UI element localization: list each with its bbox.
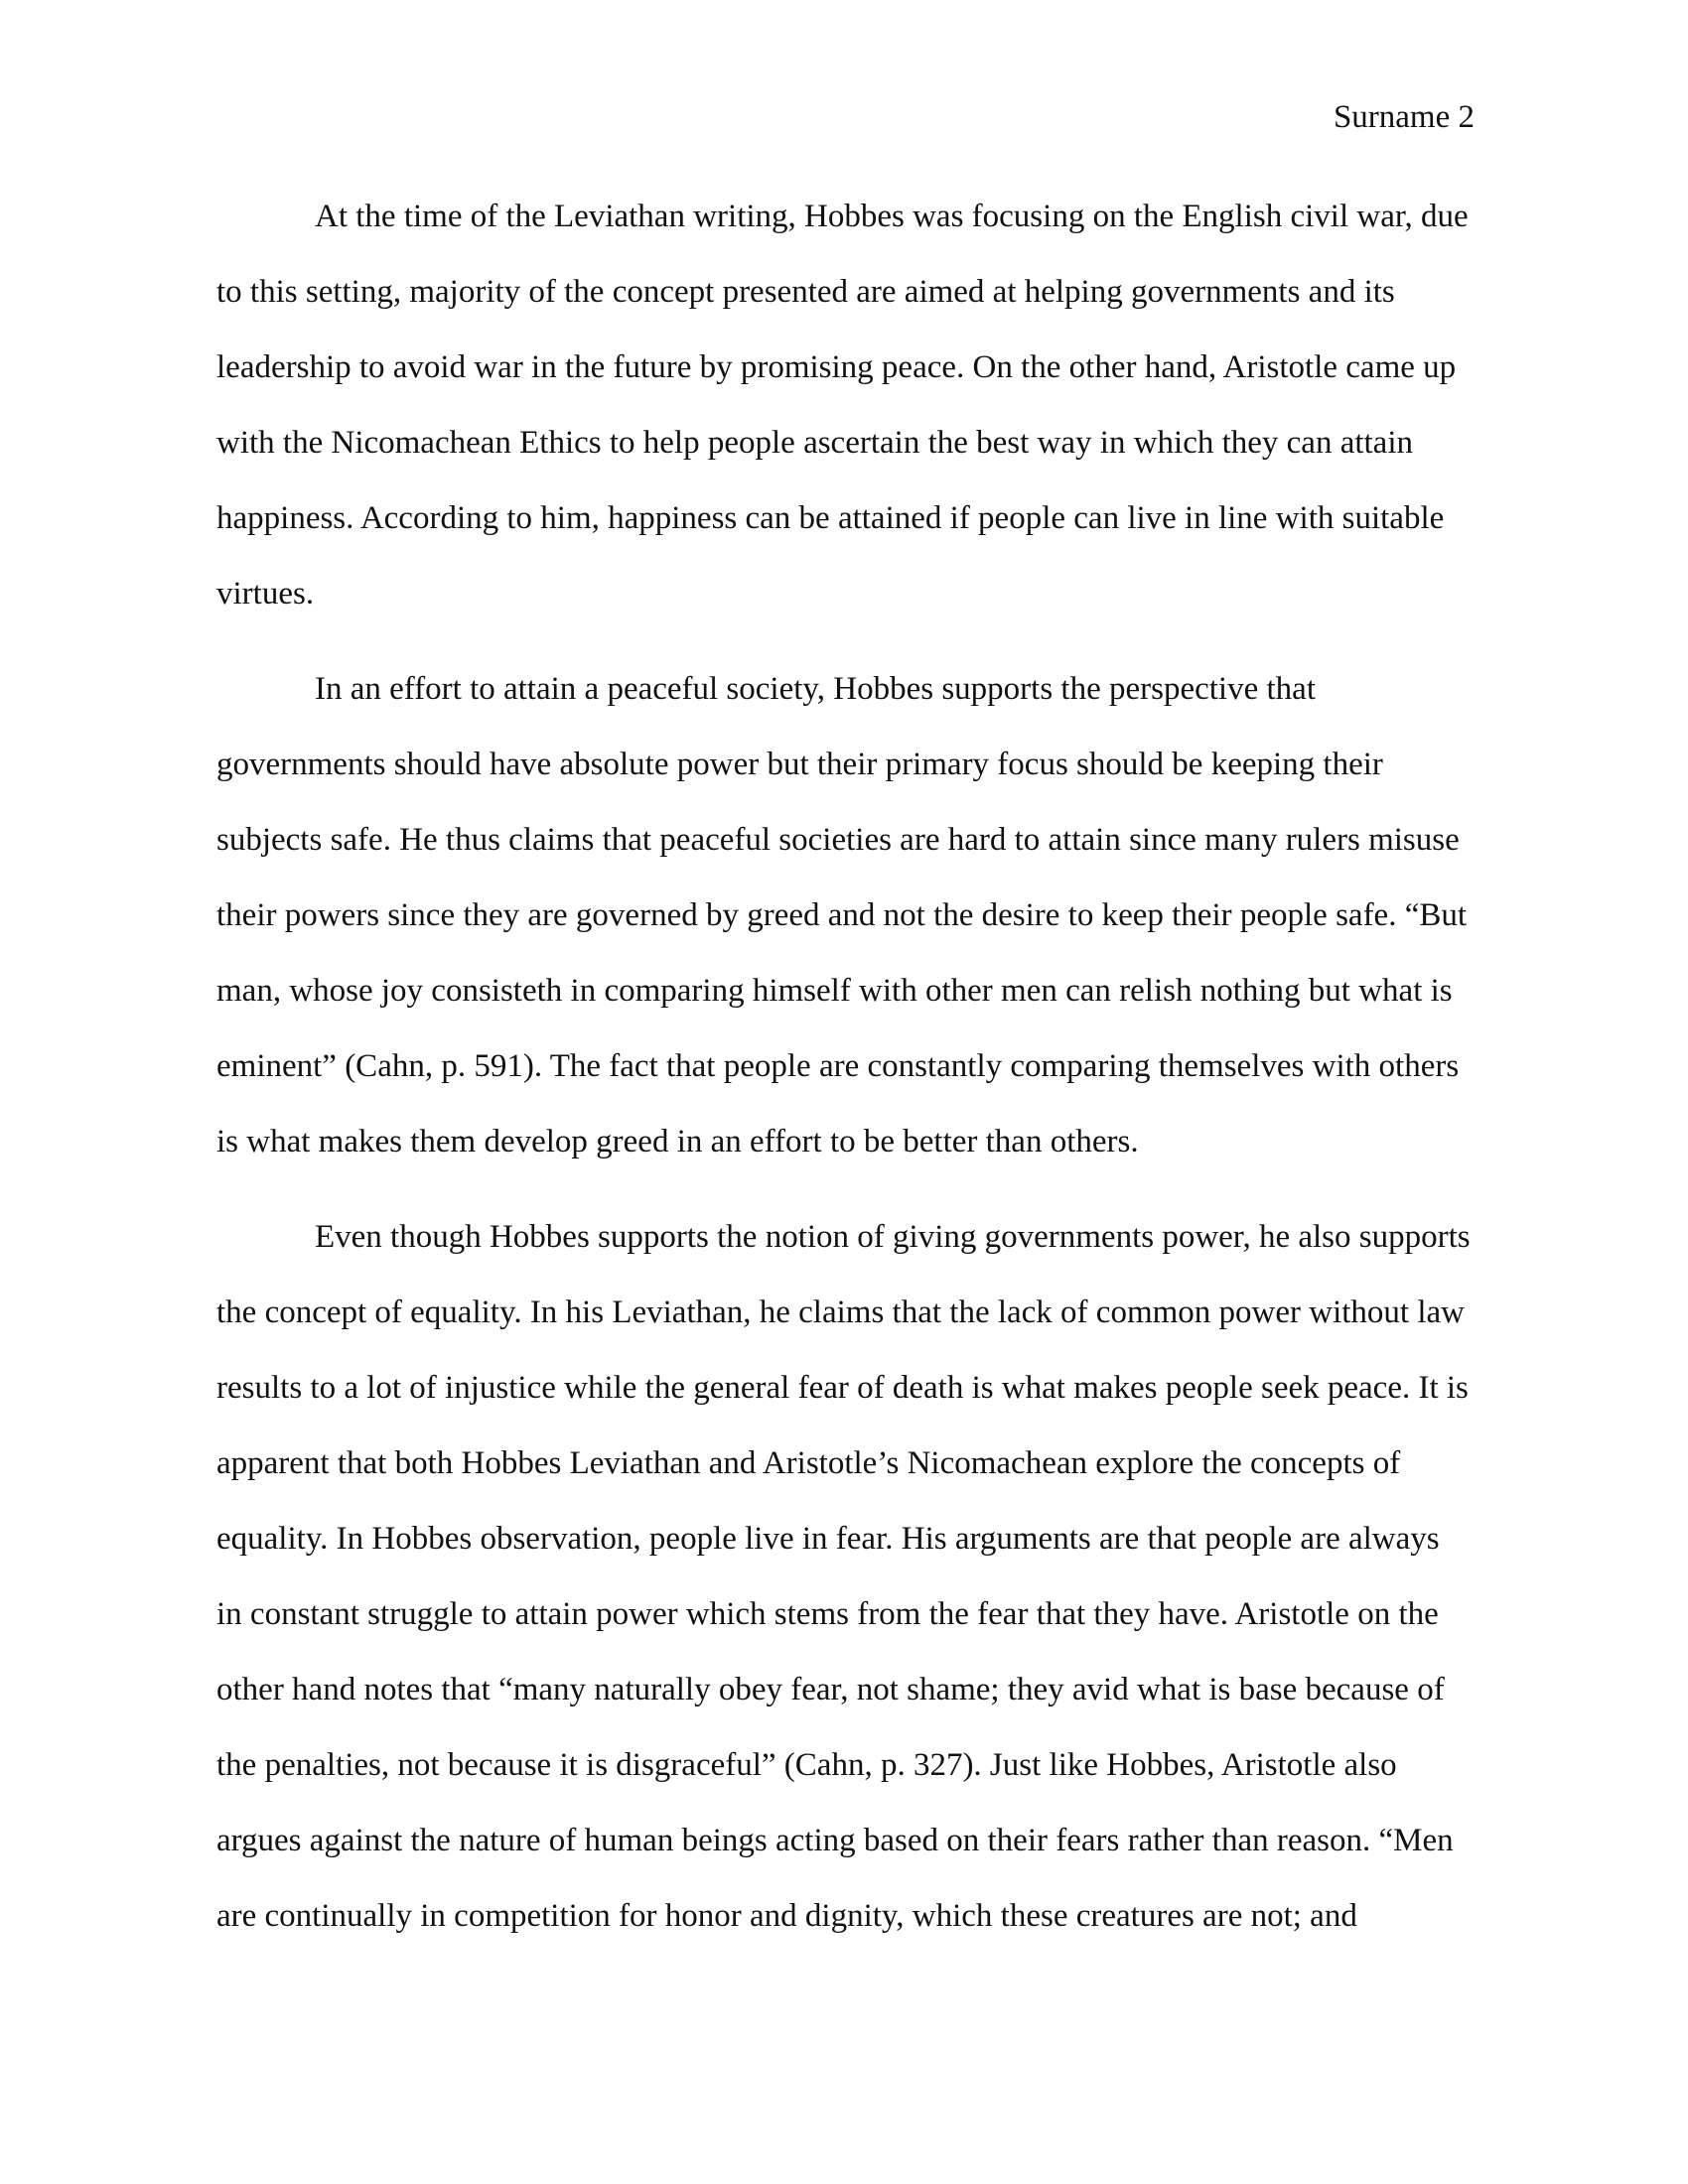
paragraph xyxy=(216,651,1477,1179)
text-line: results to a lot of injustice while the general fear of death is what makes people seek peace. It is xyxy=(216,1370,1469,1406)
text-line: leadership to avoid war in the future by promising peace. On the other hand, Aristotle came up xyxy=(216,349,1457,385)
text-line: In an effort to attain a peaceful society, Hobbes supports the perspective that xyxy=(315,671,1316,707)
text-line: the penalties, not because it is disgraceful” (Cahn, p. 327). Just like Hobbes, Aristotle also xyxy=(216,1747,1397,1783)
paragraph xyxy=(216,1199,1477,1954)
text-line: At the time of the Leviathan writing, Hobbes was focusing on the English civil war, due xyxy=(315,199,1469,234)
text-line: in constant struggle to attain power which stems from the fear that they have. Aristotle on the xyxy=(216,1596,1439,1632)
text-line: subjects safe. He thus claims that peaceful societies are hard to attain since many rulers misuse xyxy=(216,822,1460,858)
text-line: eminent” (Cahn, p. 591). The fact that people are constantly comparing themselves with others xyxy=(216,1048,1460,1084)
text-line: other hand notes that “many naturally obey fear, not shame; they avid what is base because of xyxy=(216,1672,1445,1707)
text-line: is what makes them develop greed in an effort to be better than others. xyxy=(216,1124,1139,1160)
paragraph xyxy=(216,179,1477,631)
text-line: the concept of equality. In his Leviathan, he claims that the lack of common power without law xyxy=(216,1295,1465,1330)
document-body xyxy=(216,179,1477,1974)
text-line: apparent that both Hobbes Leviathan and Aristotle’s Nicomachean explore the concepts of xyxy=(216,1445,1401,1481)
text-line: happiness. According to him, happiness can be attained if people can live in line with suitable xyxy=(216,500,1445,536)
text-line: man, whose joy consisteth in comparing himself with other men can relish nothing but what is xyxy=(216,973,1453,1009)
text-line: are continually in competition for honor and dignity, which these creatures are not; and xyxy=(216,1898,1357,1934)
text-line: to this setting, majority of the concept presented are aimed at helping governments and its xyxy=(216,274,1395,310)
text-line: with the Nicomachean Ethics to help people ascertain the best way in which they can attain xyxy=(216,425,1413,461)
text-line: virtues. xyxy=(216,576,315,612)
text-line: argues against the nature of human beings acting based on their fears rather than reason. “Men xyxy=(216,1823,1454,1858)
text-line: governments should have absolute power but their primary focus should be keeping their xyxy=(216,747,1383,782)
text-line: their powers since they are governed by greed and not the desire to keep their people safe. “But xyxy=(216,897,1468,933)
running-head: Surname 2 xyxy=(1333,99,1475,135)
text-line: equality. In Hobbes observation, people live in fear. His arguments are that people are always xyxy=(216,1521,1440,1557)
text-line: Even though Hobbes supports the notion of giving governments power, he also supports xyxy=(315,1219,1471,1255)
